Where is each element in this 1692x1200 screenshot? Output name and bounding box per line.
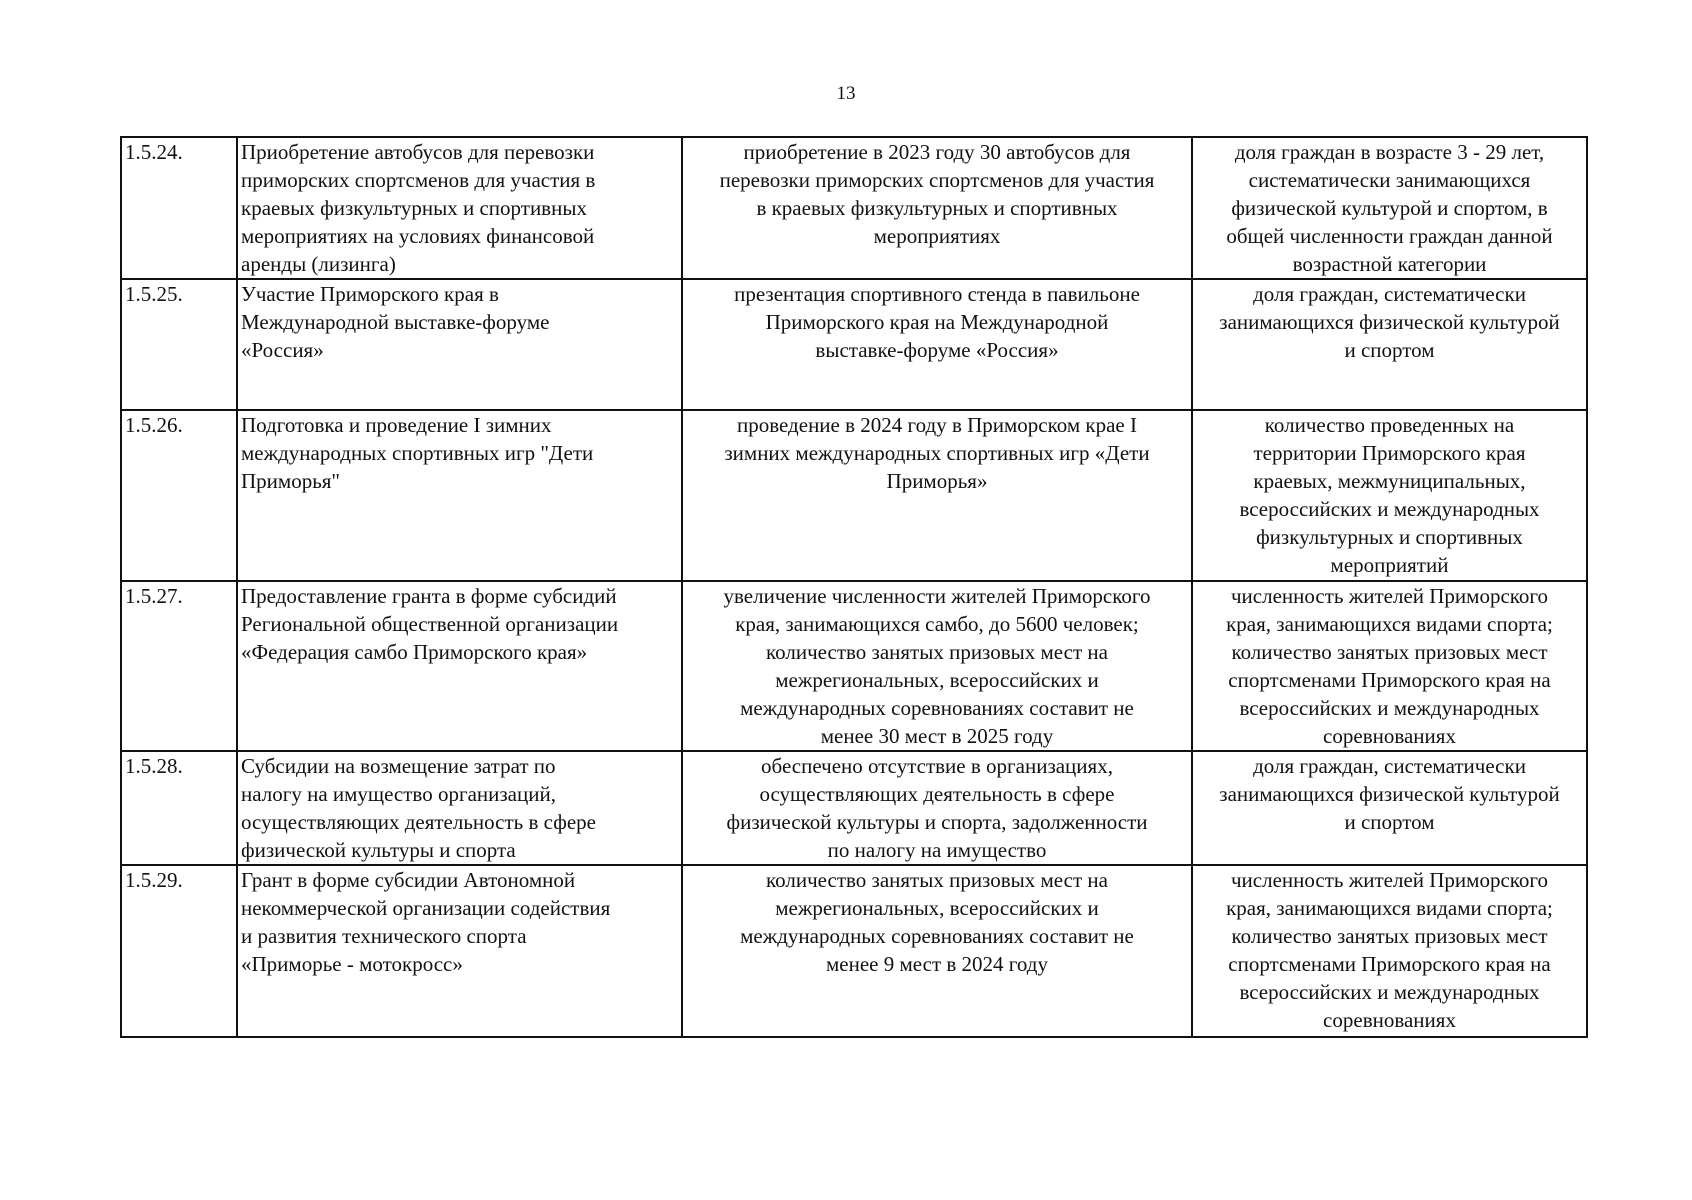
measure-name: Грант в форме субсидии Автономной некоммерческой организации содействия и развития технического спорта «Приморье - мотокросс» — [237, 865, 682, 1037]
measure-name: Предоставление гранта в форме субсидий Региональной общественной организации «Федерация самбо Приморского края» — [237, 581, 682, 751]
row-number: 1.5.25. — [121, 279, 237, 410]
measure-indicator: доля граждан в возрасте 3 - 29 лет, систематически занимающихся физической культурой и спортом, в общей численности граждан данной возрастной категории — [1192, 137, 1587, 279]
table-row — [121, 581, 1587, 751]
table-row — [121, 751, 1587, 865]
measure-result: презентация спортивного стенда в павильоне Приморского края на Международной выставке-форуме «Россия» — [682, 279, 1192, 410]
measure-indicator: доля граждан, систематически занимающихся физической культурой и спортом — [1192, 279, 1587, 410]
row-number: 1.5.26. — [121, 410, 237, 581]
table-row — [121, 410, 1587, 581]
page-number: 13 — [836, 83, 856, 104]
measure-indicator: численность жителей Приморского края, занимающихся видами спорта; количество занятых призовых мест спортсменами Приморского края на всероссийских и международных соревнованиях — [1192, 581, 1587, 751]
measure-name: Подготовка и проведение I зимних международных спортивных игр "Дети Приморья" — [237, 410, 682, 581]
measures-table — [120, 136, 1588, 1038]
table-row — [121, 137, 1587, 279]
measure-result: количество занятых призовых мест на межрегиональных, всероссийских и международных соревнованиях составит не менее 9 мест в 2024 году — [682, 865, 1192, 1037]
row-number: 1.5.24. — [121, 137, 237, 279]
row-number: 1.5.29. — [121, 865, 237, 1037]
table-row — [121, 279, 1587, 410]
measure-result: проведение в 2024 году в Приморском крае I зимних международных спортивных игр «Дети Приморья» — [682, 410, 1192, 581]
measure-indicator: численность жителей Приморского края, занимающихся видами спорта; количество занятых призовых мест спортсменами Приморского края на всероссийских и международных соревнованиях — [1192, 865, 1587, 1037]
measure-indicator: количество проведенных на территории Приморского края краевых, межмуниципальных, всероссийских и международных физкультурных и спортивных мероприятий — [1192, 410, 1587, 581]
measure-name: Участие Приморского края в Международной выставке-форуме «Россия» — [237, 279, 682, 410]
row-number: 1.5.28. — [121, 751, 237, 865]
measure-name: Приобретение автобусов для перевозки приморских спортсменов для участия в краевых физкультурных и спортивных мероприятиях на условиях финансовой аренды (лизинга) — [237, 137, 682, 279]
measure-result: увеличение численности жителей Приморского края, занимающихся самбо, до 5600 человек; количество занятых призовых мест на межрегиональных, всероссийских и международных соревнованиях составит не менее 30 мест в 2025 году — [682, 581, 1192, 751]
measure-result: обеспечено отсутствие в организациях, осуществляющих деятельность в сфере физической культуры и спорта, задолженности по налогу на имущество — [682, 751, 1192, 865]
row-number: 1.5.27. — [121, 581, 237, 751]
measure-result: приобретение в 2023 году 30 автобусов для перевозки приморских спортсменов для участия в краевых физкультурных и спортивных мероприятиях — [682, 137, 1192, 279]
measure-indicator: доля граждан, систематически занимающихся физической культурой и спортом — [1192, 751, 1587, 865]
table-row — [121, 865, 1587, 1037]
measure-name: Субсидии на возмещение затрат по налогу на имущество организаций, осуществляющих деятельность в сфере физической культуры и спорта — [237, 751, 682, 865]
